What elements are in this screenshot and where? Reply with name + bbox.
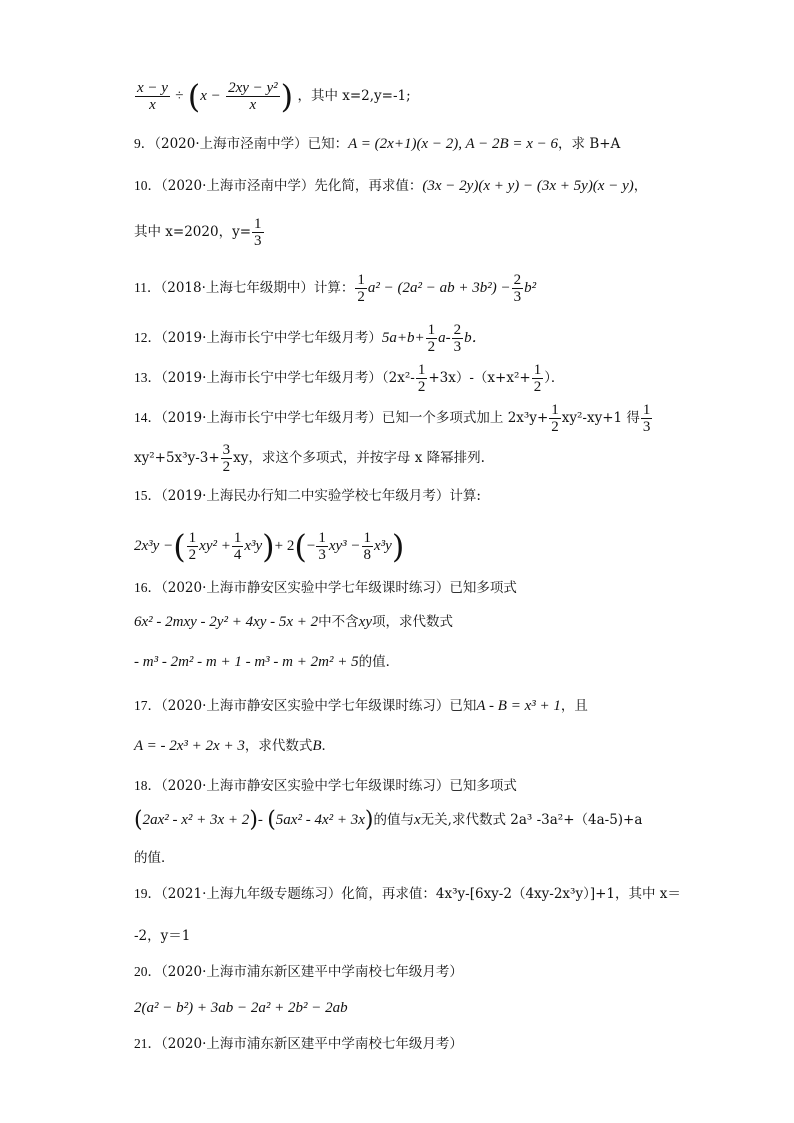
question-19: 19．（2021·上海九年级专题练习）化简，再求值：4x³y-[6xy-2（4xy-2x³y）]+1，其中 x＝ xyxy=(134,886,681,902)
question-18: 18．（2020·上海市静安区实验中学七年级课时练习）已知多项式 xyxy=(134,778,517,794)
question-12: 12．（2019·上海市长宁中学七年级月考）5a+b+ $\frac{1}{2}$ a- $\frac{2}{3}$ b． xyxy=(134,322,487,355)
question-14-line2: xy²+5x³y-3+ $\frac{3}{2}$ xy，求这个多项式，并按字母 x 降幂排列. xyxy=(134,442,485,475)
fraction: $\frac{x - y}{x}$ xyxy=(137,80,168,113)
question-18-line3: 的值． xyxy=(134,850,175,866)
question-13: 13．（2019·上海市长宁中学七年级月考）（2x²- $\frac{1}{2}$ +3x）-（x+x²+ $\frac{1}{2}$ ）． xyxy=(134,362,565,395)
question-19-line2: -2，y＝1 xyxy=(134,928,191,944)
question-20-expression: 2(a² − b²) + 3ab − 2a² + 2b² − 2ab xyxy=(134,1000,348,1016)
question-17: 17．（2020·上海市静安区实验中学七年级课时练习）已知A - B = x³ + 1，且 xyxy=(134,698,588,714)
question-9: 9．（2020·上海市泾南中学）已知：A = (2x+1)(x − 2), A − 2B = x − 6，求 B+A xyxy=(134,136,621,152)
question-16-line3: - m³ - 2m² - m + 1 - m³ - m + 2m² + 5的值． xyxy=(134,654,400,670)
question-17-line2: A = - 2x³ + 2x + 3，求代数式B． xyxy=(134,738,335,754)
question-15-expression: 2x³y −( $\frac{1}{2}$ xy² + $\frac{1}{4}$ x³y)+ 2(− $\frac{1}{3}$ xy³ − $\frac{1}{8}$ x³y) xyxy=(134,527,405,566)
question-16: 16．（2020·上海市静安区实验中学七年级课时练习）已知多项式 xyxy=(134,580,517,596)
fraction: $\frac{1}{3}$ xyxy=(254,216,262,249)
fraction: $\frac{\text{2xy − y²}}{x}$ xyxy=(228,80,278,113)
question-18-line2: (2ax² - x² + 3x + 2)- (5ax² - 4x² + 3x)的值与x无关,求代数式 2a³ -3a²+（4a-5)+a xyxy=(134,807,643,833)
q8-expression: $\frac{x - y}{x}$ ÷ (x − $\frac{\text{2xy − y²}}{x}$ ) ，其中 x=2,y=-1; xyxy=(137,77,411,116)
question-16-line2: 6x² - 2mxy - 2y² + 4xy - 5x + 2中不含xy项，求代数式 xyxy=(134,614,453,630)
question-10: 10．（2020·上海市泾南中学）先化简，再求值：(3x − 2y)(x + y) − (3x + 5y)(x − y)， xyxy=(134,178,648,194)
question-11: 11．（2018·上海七年级期中）计算： $\frac{1}{2}$ a² − (2a² − ab + 3b²) − $\frac{2}{3}$ b² xyxy=(134,272,537,305)
question-20: 20．（2020·上海市浦东新区建平中学南校七年级月考） xyxy=(134,964,463,980)
question-21: 21．（2020·上海市浦东新区建平中学南校七年级月考） xyxy=(134,1036,463,1052)
question-10-line2: 其中 x=2020，y= $\frac{1}{3}$ xyxy=(134,216,262,249)
question-14: 14．（2019·上海市长宁中学七年级月考）已知一个多项式加上 2x³y+ $\frac{1}{2}$ xy²-xy+1 得 $\frac{1}{3}$ xyxy=(134,402,651,435)
question-15: 15．（2019·上海民办行知二中实验学校七年级月考）计算: xyxy=(134,488,481,504)
